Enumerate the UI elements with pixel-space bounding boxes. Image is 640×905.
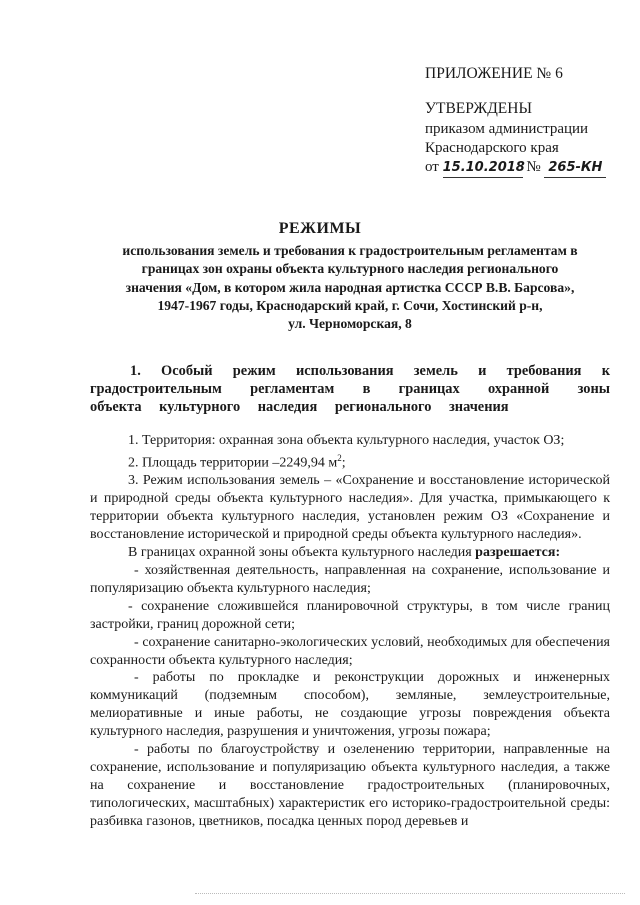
- order-number: 265-КН: [544, 158, 606, 178]
- item-area-sup: 2: [337, 452, 342, 463]
- subtitle-line: использования земель и требования к градостроительным регламентам в: [122, 243, 578, 258]
- approved-label: УТВЕРЖДЕНЫ: [425, 100, 532, 117]
- scan-edge-marks: [195, 893, 625, 897]
- appendix-label: ПРИЛОЖЕНИЕ № 6: [425, 65, 563, 82]
- from-label: от: [425, 159, 439, 175]
- subtitle-line: 1947-1967 годы, Краснодарский край, г. Сочи, Хостинский р-н,: [157, 297, 543, 313]
- bullet-item: - сохранение санитарно-экологических условий, необходимых для обеспечения сохранности объекта культурного наследия;: [90, 634, 610, 668]
- item-territory: 1. Территория: охранная зона объекта культурного наследия, участок ОЗ;: [128, 433, 565, 448]
- bullet-item: - работы по благоустройству и озеленению территории, направленные на сохранение, использование и популяризацию объекта культурного наследия, а также на сохранение и восстановление градостроительных (планировочных, типологических, масштабных) характеристик его историко-градостроительной среды: разбивка газонов, цветников, посадка ценных пород деревьев и: [90, 742, 610, 829]
- order-date-number: [425, 158, 606, 178]
- allowed-intro-text: В границах охранной зоны объекта культурного наследия: [128, 545, 476, 561]
- bullet-item: - хозяйственная деятельность, направленная на сохранение, использование и популяризацию объекта культурного наследия;: [90, 563, 610, 596]
- document-title: РЕЖИМЫ: [278, 220, 362, 237]
- document-subtitle: [85, 242, 615, 333]
- document-body: [90, 432, 610, 831]
- item-land-use-regime: 3. Режим использования земель – «Сохранение и восстановление исторической и природной среды объекта культурного наследия». Для участка, примыкающего к территории объекта культурного наследия, установлен режим ОЗ «Сохранение и восстановление исторической и природной среды объекта культурного наследия».: [90, 473, 610, 543]
- item-area: [90, 450, 610, 473]
- item-area-post: ;: [341, 455, 346, 471]
- number-label: №: [526, 159, 541, 175]
- order-line-2: Краснодарского края: [425, 140, 559, 156]
- allowed-intro: [90, 544, 610, 562]
- order-line-1: приказом администрации: [425, 121, 589, 137]
- bullet-item: - работы по прокладке и реконструкции дорожных и инженерных коммуникаций (подземным способом), земляные, землеустроительные, мелиоративные и иные работы, не создающие угрозы повреждения объекта культурного наследия, разрушения и уничтожения, угрозы пожара;: [90, 670, 610, 740]
- item-area-text: 2. Площадь территории –2249,94 м: [128, 455, 338, 471]
- allowed-intro-bold: разрешается:: [475, 545, 561, 561]
- subtitle-line: значения «Дом, в котором жила народная артистка СССР В.В. Барсова»,: [125, 279, 575, 295]
- section-1-title: 1. Особый режим использования земель и требования к градостроительным регламентам в границах охранной зоны объекта культурного наследия регионального значения: [90, 363, 610, 415]
- subtitle-line: границах зон охраны объекта культурного наследия регионального: [141, 261, 559, 277]
- order-date: 15.10.2018: [443, 158, 523, 178]
- subtitle-line: ул. Черноморская, 8: [288, 316, 412, 332]
- bullet-item: - сохранение сложившейся планировочной структуры, в том числе границ застройки, границ дорожной сети;: [90, 598, 610, 632]
